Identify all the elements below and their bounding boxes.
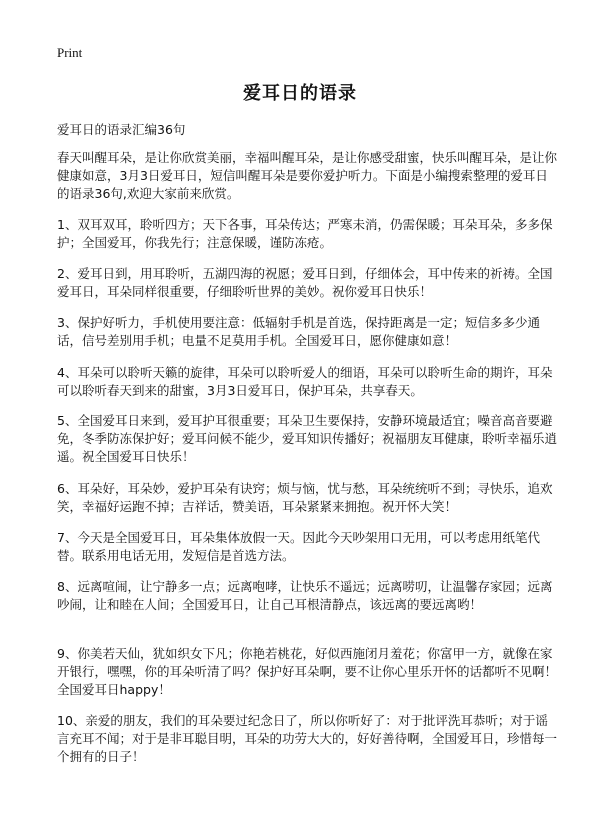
intro-paragraph: 春天叫醒耳朵，是让你欣赏美丽，幸福叫醒耳朵，是让你感受甜蜜，快乐叫醒耳朵，是让你健康如意，3月3日爱耳日，短信叫醒耳朵是要你爱护听力。下面是小编搜索整理的爱耳日的语录36句,欢迎大家前来欣赏。 (57, 150, 558, 201)
quote-paragraph-9: 9、你美若天仙，犹如织女下凡；你艳若桃花，好似西施闭月羞花；你富甲一方，就像在家开银行，嘿嘿，你的耳朵听清了吗？保护好耳朵啊，要不让你心里乐开怀的话都听不见啊！全国爱耳日happy！ (57, 646, 558, 697)
quote-paragraph-5: 5、全国爱耳日来到，爱耳护耳很重要；耳朵卫生要保持，安静环境最适宜；噪音高音要避免，冬季防冻保护好；爱耳问候不能少，爱耳知识传播好；祝福朋友耳健康，聆听幸福乐逍遥。祝全国爱耳日快乐！ (57, 413, 558, 464)
quote-paragraph-6: 6、耳朵好，耳朵妙，爱护耳朵有诀窍；烦与恼，忧与愁，耳朵统统听不到；寻快乐，追欢笑，幸福好运跑不掉；吉祥话，赞美语，耳朵紧紧来拥抱。祝开怀大笑！ (57, 481, 553, 514)
quote-paragraph-3: 3、保护好听力，手机使用要注意：低辐射手机是首选，保持距离是一定；短信多多少通话，信号差别用手机；电量不足莫用手机。全国爱耳日，愿你健康如意！ (57, 315, 540, 348)
quote-paragraph-2: 2、爱耳日到，用耳聆听，五湖四海的祝愿；爱耳日到，仔细体会，耳中传来的祈祷。全国爱耳日，耳朵同样很重要，仔细聆听世界的美妙。祝你爱耳日快乐！ (57, 266, 553, 299)
quote-paragraph-1: 1、双耳双耳，聆听四方；天下各事，耳朵传达；严寒未消，仍需保暖；耳朵耳朵，多多保护；全国爱耳，你我先行；注意保暖，谨防冻疮。 (57, 217, 553, 250)
document-subtitle: 爱耳日的语录汇编36句 (57, 122, 186, 137)
print-link[interactable]: Print (57, 45, 83, 60)
quote-paragraph-7: 7、今天是全国爱耳日，耳朵集体放假一天。因此今天吵架用口无用，可以考虑用纸笔代替。联系用电话无用，发短信是首选方法。 (57, 530, 540, 563)
quote-paragraph-4: 4、耳朵可以聆听天籁的旋律，耳朵可以聆听爱人的细语，耳朵可以聆听生命的期许，耳朵可以聆听春天到来的甜蜜，3月3日爱耳日，保护耳朵，共享春天。 (57, 365, 553, 398)
quote-paragraph-8: 8、远离喧闹，让宁静多一点；远离咆哮，让快乐不遥远；远离唠叨，让温馨存家园；远离吵闹，让和睦在人间；全国爱耳日，让自己耳根清静点，该远离的要远离哟！ (57, 579, 553, 612)
page-title: 爱耳日的语录 (243, 83, 357, 104)
quote-paragraph-10: 10、亲爱的朋友，我们的耳朵要过纪念日了，所以你听好了：对于批评洗耳恭听；对于谣言充耳不闻；对于是非耳聪目明，耳朵的功劳大大的，好好善待啊，全国爱耳日，珍惜每一个拥有的日子！ (57, 713, 558, 764)
